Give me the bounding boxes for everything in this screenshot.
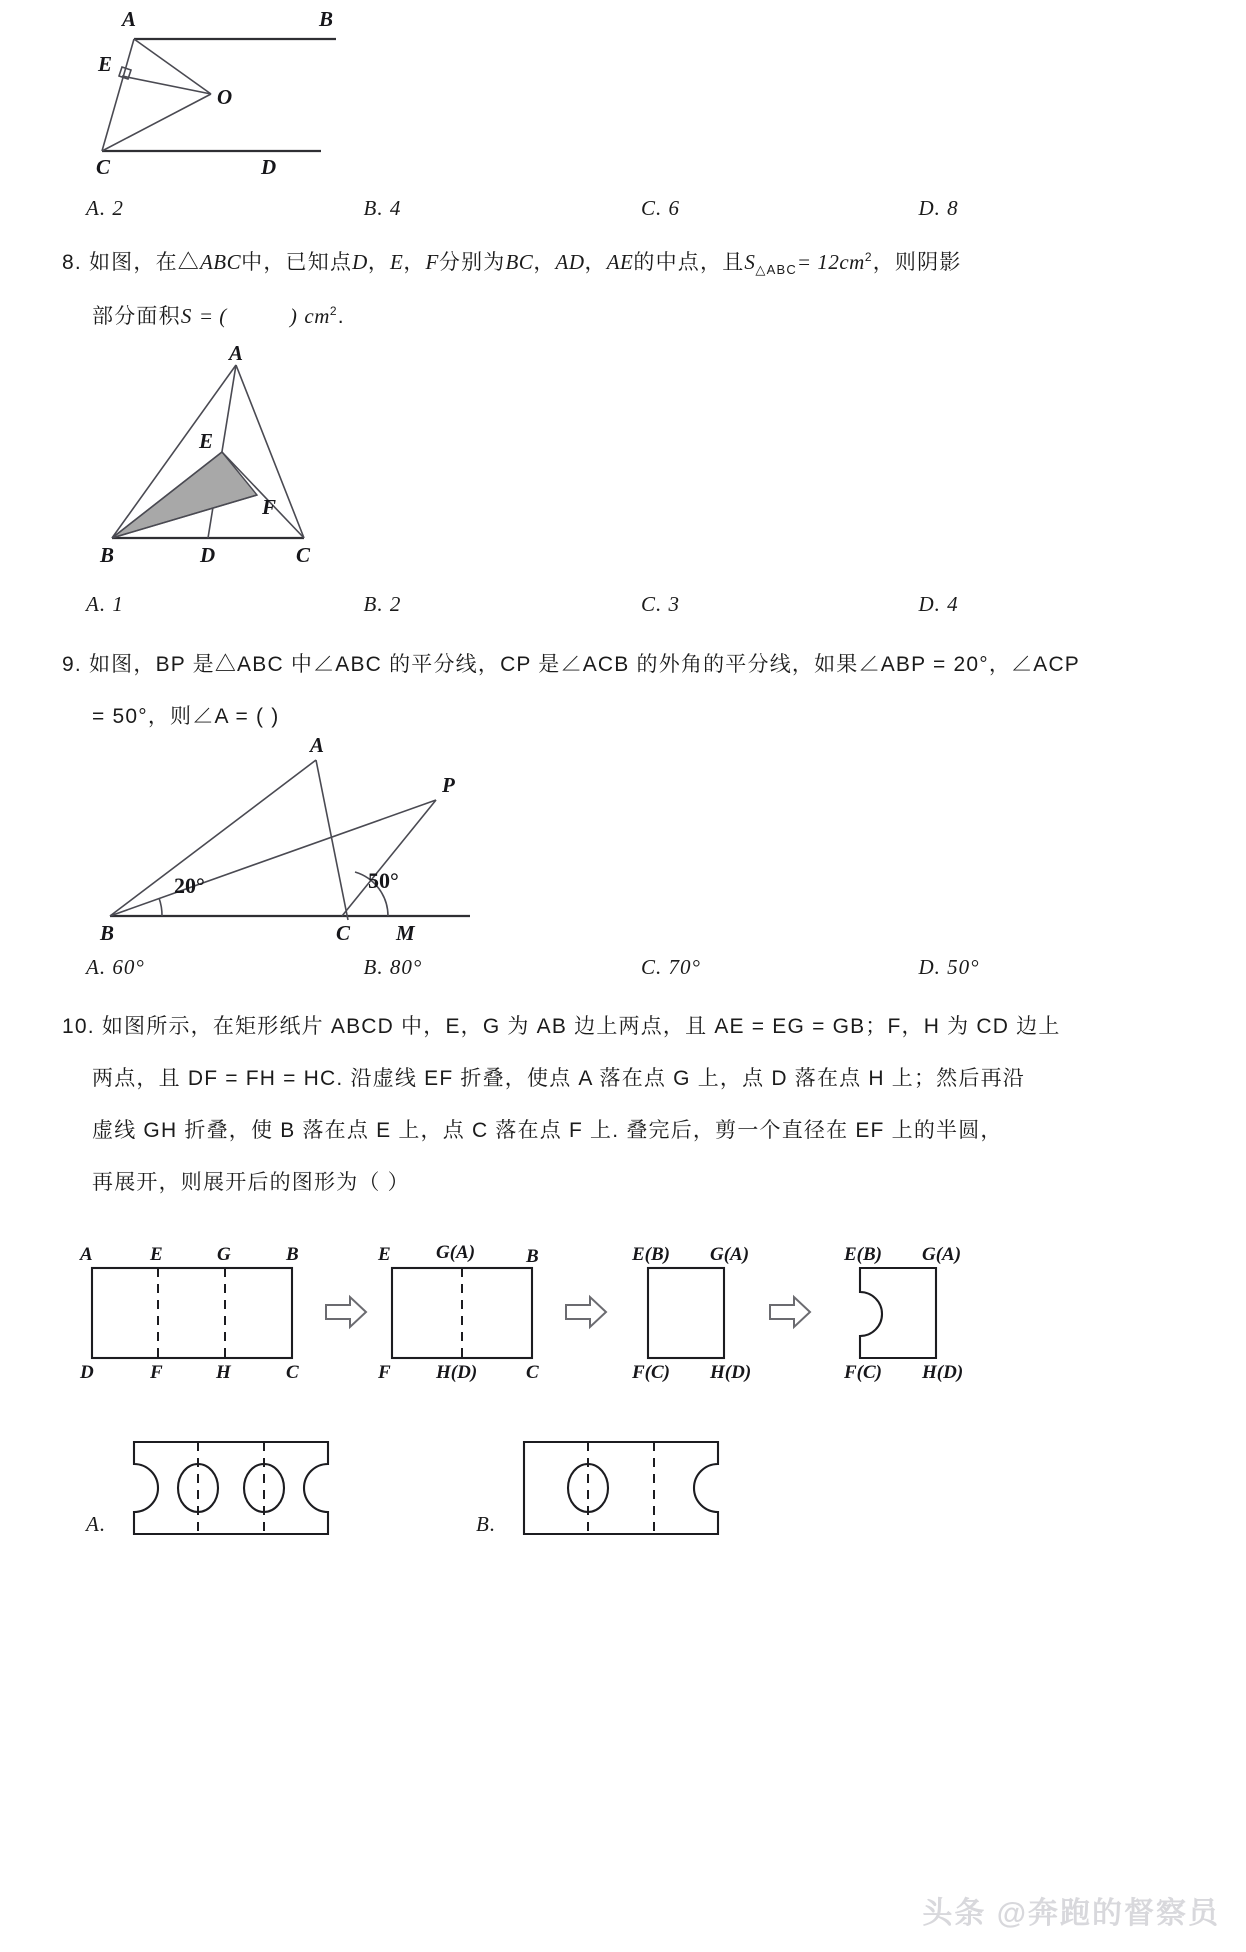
q8-text-1tail: ，则阴影 xyxy=(872,251,962,274)
q8-unit-exponent: 2 xyxy=(329,304,338,318)
svg-text:H(D): H(D) xyxy=(922,1362,964,1383)
svg-text:G(A): G(A) xyxy=(710,1244,750,1265)
q10-stem-line-4 xyxy=(92,1166,410,1196)
svg-text:C: C xyxy=(96,155,111,179)
svg-text:E(B): E(B) xyxy=(844,1244,882,1265)
q9-option-b-value: 80° xyxy=(389,955,423,979)
q8-option-c-key: C. xyxy=(641,592,663,616)
q10-answer-a-key-row xyxy=(86,1512,286,1537)
q8-text-1d: D xyxy=(352,250,368,274)
q8-equation: = 12cm xyxy=(796,250,865,274)
q7-option-d[interactable] xyxy=(919,196,1197,221)
q8-text-1a: 如图，在△ xyxy=(88,251,200,274)
q10-text-line-2: 两点，且 DF = FH = HC. 沿虚线 EF 折叠，使点 A 落在点 G 上，点 D 落在点 H 上；然后再沿 xyxy=(92,1067,1025,1090)
svg-text:C: C xyxy=(526,1362,539,1383)
svg-text:D: D xyxy=(80,1362,94,1383)
q7-options xyxy=(86,196,1196,221)
q9-option-a[interactable] xyxy=(86,955,364,980)
q9-option-b[interactable] xyxy=(364,955,642,980)
q8-text-1g: ， xyxy=(403,251,426,274)
svg-text:E: E xyxy=(150,1244,163,1265)
q9-option-a-value: 60° xyxy=(112,955,145,979)
q9-text-line-2: = 50°，则∠A = ( ) xyxy=(92,705,280,728)
q8-area-symbol: S xyxy=(180,304,192,328)
q7-option-b-value: 4 xyxy=(389,196,402,220)
q8-option-a-key: A. xyxy=(86,592,107,616)
q10-answer-b-key-row xyxy=(476,1512,676,1537)
svg-text:H: H xyxy=(216,1362,231,1383)
svg-text:H(D): H(D) xyxy=(710,1362,752,1383)
q9-number: 9. xyxy=(62,653,82,676)
q10-answer-b-key: B. xyxy=(476,1512,497,1536)
svg-text:B: B xyxy=(100,921,115,945)
q8-option-d[interactable] xyxy=(919,592,1197,617)
q8-text-2a: 部分面积 xyxy=(92,305,181,328)
q9-angle-abp-label: 20° xyxy=(174,873,205,898)
q8-text-1e: ， xyxy=(367,251,391,274)
q10-step-2 xyxy=(377,1242,539,1383)
q9-option-b-key: B. xyxy=(363,955,384,979)
svg-text:E: E xyxy=(98,52,113,76)
svg-text:B: B xyxy=(286,1244,299,1265)
svg-text:F: F xyxy=(150,1362,163,1383)
svg-text:M: M xyxy=(396,921,415,945)
q7-option-d-value: 8 xyxy=(947,196,959,220)
watermark: 头条 @奔跑的督察员 xyxy=(922,1897,1220,1930)
svg-text:C: C xyxy=(336,921,351,945)
q8-text-1n: AE xyxy=(606,250,634,274)
q8-option-d-value: 4 xyxy=(947,592,959,616)
svg-text:D: D xyxy=(261,155,277,179)
q10-stem-line-3 xyxy=(92,1114,1003,1144)
q8-symbol-s: S xyxy=(744,250,756,274)
q8-text-1l: AD xyxy=(555,250,585,274)
q10-stem-line-2 xyxy=(92,1062,1025,1092)
svg-text:F: F xyxy=(262,495,277,519)
q7-option-a-value: 2 xyxy=(112,196,124,220)
q10-arrow-1-icon xyxy=(326,1297,366,1327)
q9-stem-line-2 xyxy=(92,700,279,730)
q8-text-1f: E xyxy=(390,250,404,274)
svg-text:H(D): H(D) xyxy=(436,1362,478,1383)
q9-option-c-value: 70° xyxy=(668,955,701,979)
q8-symbol-s-subscript: △ABC xyxy=(755,262,797,278)
svg-text:O: O xyxy=(217,85,233,109)
q9-stem-line-1 xyxy=(62,648,1080,678)
q8-text-1k: ， xyxy=(533,251,556,274)
svg-text:G: G xyxy=(217,1244,231,1265)
svg-text:E: E xyxy=(199,429,214,453)
q8-text-1i: 分别为 xyxy=(438,251,506,274)
q8-option-a-value: 1 xyxy=(112,592,124,616)
q9-option-d[interactable] xyxy=(919,955,1197,980)
q9-angle-acp-label: 50° xyxy=(368,868,399,893)
q8-text-1h: F xyxy=(425,250,439,274)
svg-text:C: C xyxy=(286,1362,299,1383)
q7-option-c[interactable] xyxy=(641,196,919,221)
q8-option-b-value: 2 xyxy=(389,592,402,616)
q8-equation-exponent: 2 xyxy=(864,250,873,264)
q8-period: . xyxy=(337,305,345,328)
q8-option-b-key: B. xyxy=(363,592,384,616)
q7-option-d-key: D. xyxy=(918,196,941,220)
q8-text-1o: 的中点，且 xyxy=(633,251,745,274)
q7-figure xyxy=(86,4,416,184)
q8-text-1b: ABC xyxy=(199,250,242,274)
q8-answer-blank-open: = ( xyxy=(198,304,227,328)
q9-option-c[interactable] xyxy=(641,955,919,980)
q8-option-c[interactable] xyxy=(641,592,919,617)
svg-text:F: F xyxy=(378,1362,391,1383)
q8-options xyxy=(86,592,1196,617)
q8-text-1c: 中，已知点 xyxy=(241,251,353,274)
svg-text:A: A xyxy=(310,733,325,757)
q10-answer-a-key: A. xyxy=(86,1512,107,1536)
q8-number: 8. xyxy=(62,251,82,274)
q7-option-b[interactable] xyxy=(364,196,642,221)
q9-options xyxy=(86,955,1196,980)
svg-text:E: E xyxy=(378,1244,391,1265)
svg-text:A: A xyxy=(122,7,137,31)
q10-step-4 xyxy=(843,1244,963,1383)
q10-number: 10. xyxy=(62,1015,95,1038)
q8-figure xyxy=(86,341,416,578)
q10-stem-line-1 xyxy=(62,1010,1061,1040)
q9-option-d-value: 50° xyxy=(947,955,980,979)
q8-stem-line-2 xyxy=(92,300,345,330)
q9-figure xyxy=(86,733,526,950)
q10-step-3 xyxy=(631,1244,751,1383)
q10-text-line-3: 虚线 GH 折叠，使 B 落在点 E 上，点 C 落在点 F 上. 叠完后，剪一个直径在 EF 上的半圆， xyxy=(92,1119,1003,1142)
q7-option-c-key: C. xyxy=(641,196,663,220)
q10-steps-figure xyxy=(70,1240,1190,1383)
q9-option-c-key: C. xyxy=(641,955,663,979)
q8-text-1m: ， xyxy=(584,251,607,274)
q9-option-a-key: A. xyxy=(86,955,107,979)
q8-option-a[interactable] xyxy=(86,592,364,617)
svg-text:F(C): F(C) xyxy=(632,1362,670,1383)
q7-option-b-key: B. xyxy=(363,196,384,220)
q8-option-c-value: 3 xyxy=(668,592,681,616)
svg-text:B: B xyxy=(319,7,334,31)
q8-stem-line-1 xyxy=(62,246,962,278)
q7-option-c-value: 6 xyxy=(668,196,681,220)
svg-text:P: P xyxy=(442,773,455,797)
q10-arrow-2-icon xyxy=(566,1297,606,1327)
svg-text:A: A xyxy=(229,341,244,365)
q7-option-a-key: A. xyxy=(86,196,107,220)
q10-text-line-4: 再展开，则展开后的图形为（ ） xyxy=(92,1171,410,1194)
svg-text:F(C): F(C) xyxy=(844,1362,882,1383)
svg-text:B: B xyxy=(526,1246,539,1267)
q8-answer-blank-close: ) xyxy=(289,304,298,328)
svg-text:G(A): G(A) xyxy=(922,1244,962,1265)
svg-text:A: A xyxy=(80,1244,93,1265)
q8-option-d-key: D. xyxy=(918,592,941,616)
q8-option-b[interactable] xyxy=(364,592,642,617)
q8-text-1j: BC xyxy=(505,250,534,274)
svg-text:C: C xyxy=(296,543,311,567)
q9-option-d-key: D. xyxy=(918,955,941,979)
svg-text:D: D xyxy=(200,543,216,567)
q10-step-1 xyxy=(79,1244,299,1383)
svg-text:G(A): G(A) xyxy=(436,1242,476,1263)
q7-option-a[interactable] xyxy=(86,196,364,221)
svg-text:B: B xyxy=(100,543,115,567)
svg-text:E(B): E(B) xyxy=(632,1244,670,1265)
q10-text-line-1: 如图所示，在矩形纸片 ABCD 中，E，G 为 AB 边上两点，且 AE = EG = GB；F，H 为 CD 边上 xyxy=(101,1015,1061,1038)
q10-arrow-3-icon xyxy=(770,1297,810,1327)
q8-unit: cm xyxy=(304,304,330,328)
q9-text-line-1: 如图，BP 是△ABC 中∠ABC 的平分线，CP 是∠ACB 的外角的平分线，如果∠ABP = 20°，∠ACP xyxy=(88,653,1081,676)
